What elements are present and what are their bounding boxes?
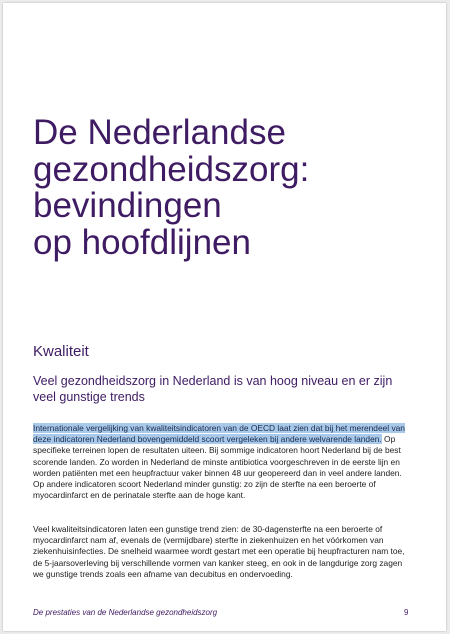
page-number: 9 [404,608,409,617]
page-title: De Nederlandse gezondheidszorg: bevindingen op hoofdlijnen [33,113,310,262]
paragraph-1 [33,423,415,501]
selected-text[interactable]: Internationale vergelijking van kwaliteitsindicatoren van de OECD laat zien dat bij het merendeel van deze indicatoren Nederland bovengemiddeld scoort vergeleken bij andere welvarende landen. [33,423,405,445]
paragraph-1-rest: Op specifieke terreinen lopen de resultaten uiteen. Bij sommige indicatoren hoort Nederland bij de best scorende landen. Zo worden in Nederland de minste antibiotica voorgeschreven in de eerste lijn en worden patiënten met een heupfractuur vaker binnen 48 uur geopereerd dan in veel andere landen. Op andere indicatoren scoort Nederland minder gunstig: zo zijn de sterfte na een beroerte of myocardinfarct en de perinatale sterfte aan de hoge kant. [33,434,402,501]
section-heading: Kwaliteit [33,343,89,360]
subheading: Veel gezondheidszorg in Nederland is van hoog niveau en er zijn veel gunstige trends [33,374,393,404]
footer-title: De prestaties van de Nederlandse gezondheidszorg [33,608,218,617]
paragraph-2: Veel kwaliteitsindicatoren laten een gunstige trend zien: de 30-dagensterfte na een beroerte of myocardinfarct nam af, evenals de (vermijdbare) sterfte in ziekenhuizen en het vóórkomen van ziekenhuisinfecties. De snelheid waarmee wordt gestart met een operatie bij heupfracturen nam toe, de 5-jaarsoverleving bij verschillende vormen van kanker steeg, en ook in de langdurige zorg zagen we gunstige trends zoals een afname van decubitus en ondervoeding. [33,524,405,579]
document-page [3,3,446,631]
